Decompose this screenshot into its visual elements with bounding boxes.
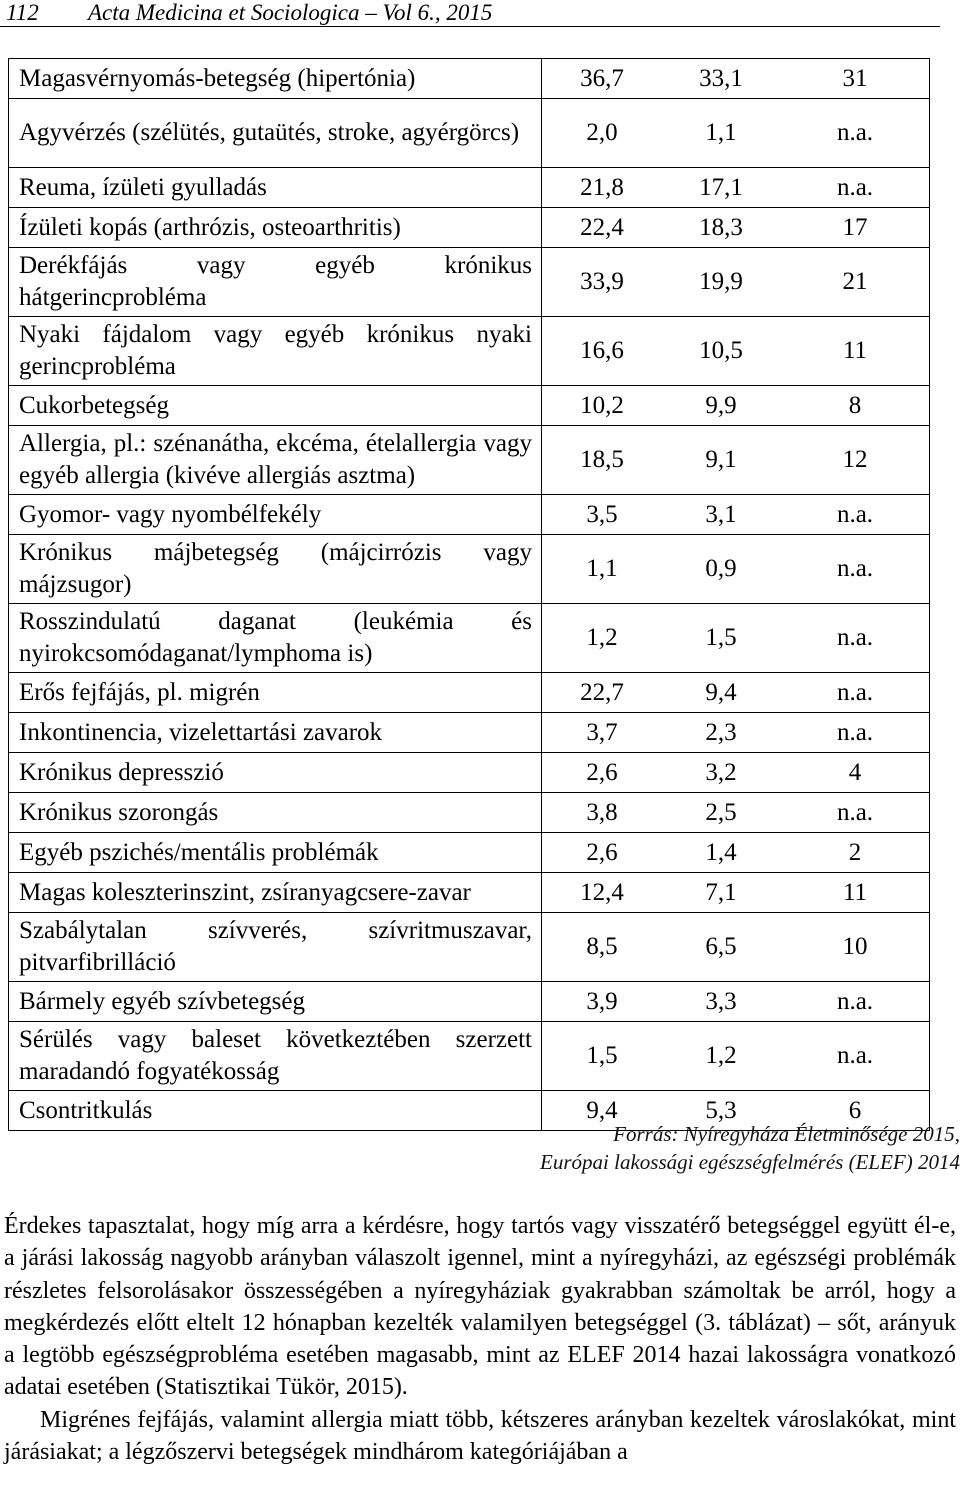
value-col-2: 9,4 [661,673,780,713]
table-row [9,604,930,673]
value-col-1: 3,8 [542,793,662,833]
value-col-1: 8,5 [542,913,662,982]
value-col-1: 12,4 [542,873,662,913]
value-col-2: 1,4 [661,833,780,873]
table-row [9,248,930,317]
value-col-2: 3,2 [661,753,780,793]
table-row [9,99,930,168]
row-label: Krónikus májbetegség (májcirrózis vagy májzsugor) [9,535,542,604]
value-col-3: n.a. [780,604,930,673]
value-col-1: 36,7 [542,59,662,99]
value-col-2: 1,1 [661,99,780,168]
value-col-3: n.a. [780,982,930,1022]
value-col-2: 3,3 [661,982,780,1022]
value-col-1: 1,2 [542,604,662,673]
value-col-1: 2,6 [542,833,662,873]
value-col-3: 31 [780,59,930,99]
value-col-1: 1,1 [542,535,662,604]
table-row [9,673,930,713]
value-col-2: 1,5 [661,604,780,673]
value-col-3: 4 [780,753,930,793]
row-label: Magas koleszterinszint, zsíranyagcsere-zavar [9,873,542,913]
table-row [9,168,930,208]
value-col-2: 17,1 [661,168,780,208]
value-col-3: n.a. [780,713,930,753]
table-row [9,208,930,248]
value-col-2: 5,3 [661,1091,780,1131]
value-col-3: n.a. [780,673,930,713]
table-row [9,535,930,604]
value-col-1: 22,7 [542,673,662,713]
table-row [9,59,930,99]
value-col-3: n.a. [780,99,930,168]
value-col-2: 3,1 [661,495,780,535]
value-col-3: 11 [780,317,930,386]
row-label: Agyvérzés (szélütés, gutaütés, stroke, agyérgörcs) [9,99,542,168]
row-label: Erős fejfájás, pl. migrén [9,673,542,713]
value-col-2: 9,1 [661,426,780,495]
row-label: Bármely egyéb szívbetegség [9,982,542,1022]
value-col-2: 19,9 [661,248,780,317]
paragraph-1: Érdekes tapasztalat, hogy míg arra a kérdésre, hogy tartós vagy visszatérő betegséggel együtt él-e, a járási lakosság nagyobb arányban válaszolt igennel, mint a nyíregyházi, az egészségi problémák részletes felsorolásakor összességében a nyíregyháziak gyakrabban számoltak be arról, hogy a megkérdezés előtt eltelt 12 hónapban kezelték valamilyen betegséggel (3. táblázat) – sőt, arányuk a legtöbb egészségprobléma esetében magasabb, mint az ELEF 2014 hazai lakosságra vonatkozó adatai esetében (Statisztikai Tükör, 2015). [4,1213,956,1401]
table-source [360,1120,960,1176]
body-text [4,1210,956,1468]
disease-prevalence-table [8,58,930,1131]
value-col-3: 10 [780,913,930,982]
row-label: Cukorbetegség [9,386,542,426]
row-label: Krónikus depresszió [9,753,542,793]
row-label: Magasvérnyomás-betegség (hipertónia) [9,59,542,99]
value-col-2: 0,9 [661,535,780,604]
value-col-3: 8 [780,386,930,426]
table-row [9,386,930,426]
value-col-1: 18,5 [542,426,662,495]
value-col-2: 2,5 [661,793,780,833]
row-label: Krónikus szorongás [9,793,542,833]
row-label: Allergia, pl.: szénanátha, ekcéma, ételallergia vagy egyéb allergia (kivéve allergiás asztma) [9,426,542,495]
value-col-2: 18,3 [661,208,780,248]
value-col-1: 3,5 [542,495,662,535]
table-row [9,1022,930,1091]
value-col-1: 33,9 [542,248,662,317]
row-label: Nyaki fájdalom vagy egyéb krónikus nyaki gerincprobléma [9,317,542,386]
table-row [9,913,930,982]
table-row [9,793,930,833]
value-col-3: n.a. [780,495,930,535]
value-col-1: 3,7 [542,713,662,753]
row-label: Ízületi kopás (arthrózis, osteoarthritis) [9,208,542,248]
value-col-1: 9,4 [542,1091,662,1131]
value-col-1: 21,8 [542,168,662,208]
value-col-3: 2 [780,833,930,873]
value-col-3: n.a. [780,535,930,604]
value-col-1: 10,2 [542,386,662,426]
row-label: Inkontinencia, vizelettartási zavarok [9,713,542,753]
value-col-3: 17 [780,208,930,248]
value-col-3: n.a. [780,793,930,833]
table-row [9,317,930,386]
row-label: Rosszindulatú daganat (leukémia és nyirokcsomódaganat/lymphoma is) [9,604,542,673]
value-col-3: 6 [780,1091,930,1131]
value-col-1: 1,5 [542,1022,662,1091]
value-col-1: 2,6 [542,753,662,793]
row-label: Egyéb pszichés/mentális problémák [9,833,542,873]
value-col-2: 7,1 [661,873,780,913]
value-col-2: 33,1 [661,59,780,99]
value-col-1: 2,0 [542,99,662,168]
row-label: Csontritkulás [9,1091,542,1131]
value-col-3: 12 [780,426,930,495]
value-col-1: 16,6 [542,317,662,386]
table-row [9,713,930,753]
row-label: Gyomor- vagy nyombélfekély [9,495,542,535]
value-col-2: 1,2 [661,1022,780,1091]
table-row [9,426,930,495]
paragraph-2: Migrénes fejfájás, valamint allergia miatt több, kétszeres arányban kezeltek városlakókat, mint járásiakat; a légzőszervi betegségek mindhárom kategóriájában a [4,1406,956,1466]
value-col-2: 10,5 [661,317,780,386]
table-row [9,982,930,1022]
row-label: Sérülés vagy baleset következtében szerzett maradandó fogyatékosság [9,1022,542,1091]
page-header [0,0,940,27]
value-col-1: 22,4 [542,208,662,248]
journal-title: Acta Medicina et Sociologica – Vol 6., 2015 [88,0,493,25]
table-row [9,873,930,913]
table-row [9,833,930,873]
value-col-3: 11 [780,873,930,913]
value-col-2: 2,3 [661,713,780,753]
value-col-3: n.a. [780,168,930,208]
value-col-3: 21 [780,248,930,317]
source-line-1: Forrás: Nyíregyháza Életminősége 2015, [613,1122,960,1146]
row-label: Szabálytalan szívverés, szívritmuszavar, pitvarfibrilláció [9,913,542,982]
page-number: 112 [6,0,39,25]
source-line-2: Európai lakossági egészségfelmérés (ELEF) 2014 [540,1150,960,1174]
row-label: Reuma, ízületi gyulladás [9,168,542,208]
value-col-2: 9,9 [661,386,780,426]
value-col-2: 6,5 [661,913,780,982]
row-label: Derékfájás vagy egyéb krónikus hátgerincprobléma [9,248,542,317]
table-row [9,495,930,535]
value-col-1: 3,9 [542,982,662,1022]
value-col-3: n.a. [780,1022,930,1091]
table-row [9,753,930,793]
